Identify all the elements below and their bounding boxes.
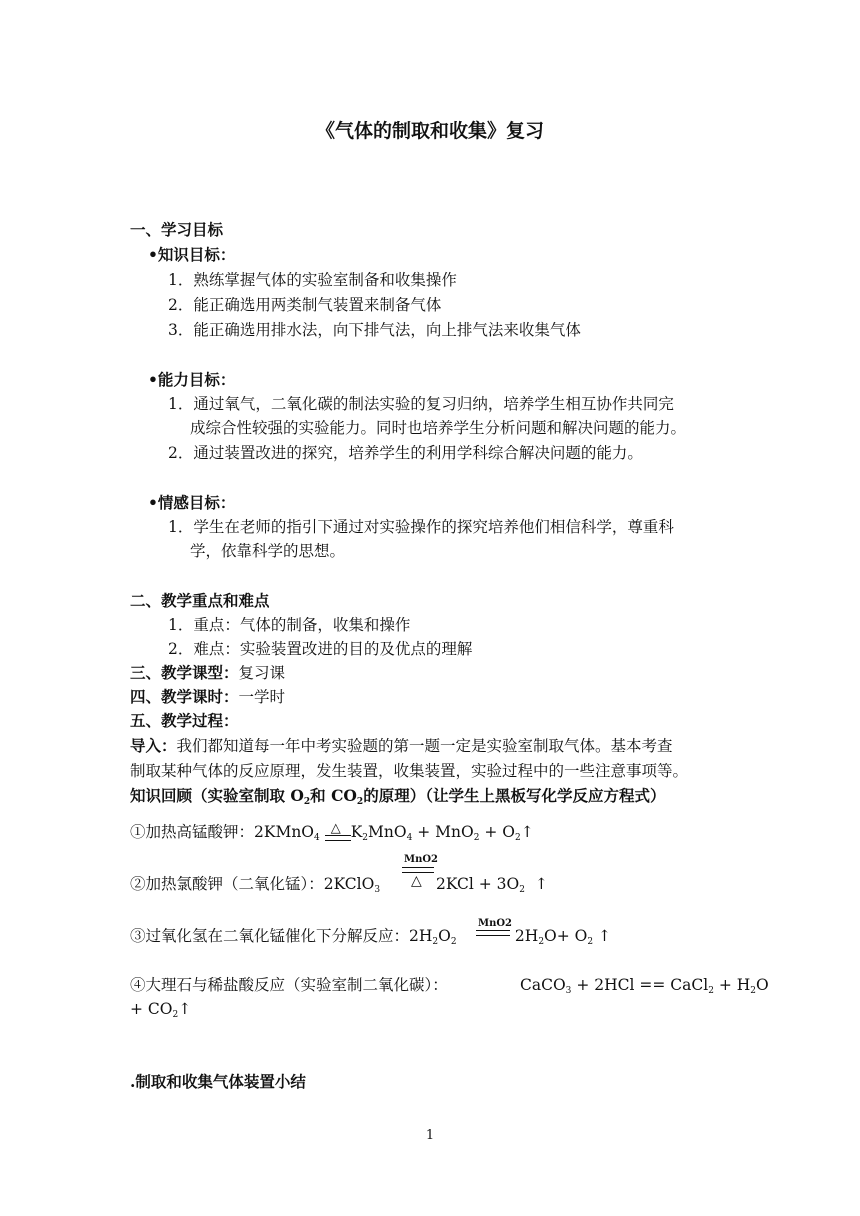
lesson-hours-value: 一学时 (238, 688, 286, 706)
lesson-hours-line (130, 687, 285, 707)
ability-goal-item: 2．通过装置改进的探究，培养学生的利用学科综合解决问题的能力。 (168, 444, 643, 462)
key-point-item: 2．难点：实验装置改进的目的及优点的理解 (168, 640, 473, 658)
lesson-type-label: 三、教学课型： (130, 663, 239, 682)
knowledge-goal-item: 2．能正确选用两类制气装置来制备气体 (168, 296, 442, 314)
lesson-type-value: 复习课 (238, 664, 286, 682)
equation-marble-formula-cont: + $CO_2↑$ (130, 1000, 192, 1020)
intro-label: 导入： (130, 736, 177, 755)
gas-up-arrow-icon: ↑ (525, 875, 548, 893)
ability-goals-label: •能力目标： (148, 370, 236, 389)
emotion-goals-label: •情感目标： (148, 493, 236, 512)
page-number: 1 (425, 1128, 435, 1143)
emotion-goal-item: 1．学生在老师的指引下通过对实验操作的探究培养他们相信科学，尊重科 (168, 518, 674, 536)
intro-line-1 (130, 736, 673, 756)
gas-up-arrow-icon: ↑ (593, 927, 612, 945)
intro-line-2: 制取某种气体的反应原理，发生装置，收集装置，实验过程中的一些注意事项等。 (130, 762, 689, 780)
intro-text: 我们都知道每一年中考实验题的第一题一定是实验室制取气体。基本考查 (176, 737, 673, 755)
ability-goal-item-cont: 成综合性较强的实验能力。同时也培养学生分析问题和解决问题的能力。 (190, 419, 687, 437)
document-title: 《气体的制取和收集》复习 (315, 120, 544, 142)
section-heading-process: 五、教学过程： (130, 711, 239, 730)
lesson-hours-label: 四、教学课时： (130, 687, 239, 706)
knowledge-goal-item: 1．熟练掌握气体的实验室制备和收集操作 (168, 271, 457, 289)
equation-potassium-chlorate-products: $2KCl + 3O_2$ ↑ (436, 875, 548, 895)
gas-up-arrow-icon: ↑ (178, 1000, 192, 1018)
equation-marble-formula: CaCO$_3$ + 2HCl == CaCl$_2$ + $H_2O$ (520, 976, 769, 996)
lesson-type-line (130, 663, 285, 683)
emotion-goal-item-cont: 学，依靠科学的思想。 (190, 542, 346, 560)
equation-potassium-chlorate-reactant: ②加热氯酸钾（二氧化锰）：2KClO$_3$ (130, 875, 381, 895)
knowledge-goals-label: •知识目标： (148, 245, 236, 264)
heat-triangle-icon: △ (411, 873, 422, 889)
knowledge-review-heading: 知识回顾（实验室制取 $O_2$和 $CO_2$的原理）（让学生上黑板写化学反应方程式） (130, 786, 666, 807)
equation-hydrogen-peroxide-reactant: ③过氧化氢在二氧化锰催化下分解反应：$2H_2O_2$ (130, 927, 457, 947)
heat-arrow-icon: △ (325, 822, 351, 842)
catalyst-label: MnO2 (404, 854, 439, 865)
gas-up-arrow-icon: ↑ (520, 823, 534, 841)
equation-marble-label: ④大理石与稀盐酸反应（实验室制二氧化碳）： (130, 976, 448, 994)
ability-goal-item: 1．通过氧气，二氧化碳的制法实验的复习归纳，培养学生相互协作共同完 (168, 395, 674, 413)
catalyst-label: MnO2 (478, 918, 513, 929)
equation-hydrogen-peroxide-products: $2H_2O+ O_2$ ↑ (510, 927, 612, 947)
section-heading-key-points: 二、教学重点和难点 (130, 591, 270, 610)
knowledge-goal-item: 3．能正确选用排水法，向下排气法，向上排气法来收集气体 (168, 321, 581, 339)
equation-potassium-permanganate: ①加热高锰酸钾：2KMnO$_4$ △ $K_2MnO_4 + MnO_2$ + $O_2↑$ (130, 821, 534, 843)
reaction-double-line (476, 930, 510, 936)
section-heading-objectives: 一、学习目标 (130, 220, 224, 239)
key-point-item: 1．重点：气体的制备，收集和操作 (168, 616, 411, 634)
device-summary-heading: .制取和收集气体装置小结 (130, 1072, 306, 1091)
